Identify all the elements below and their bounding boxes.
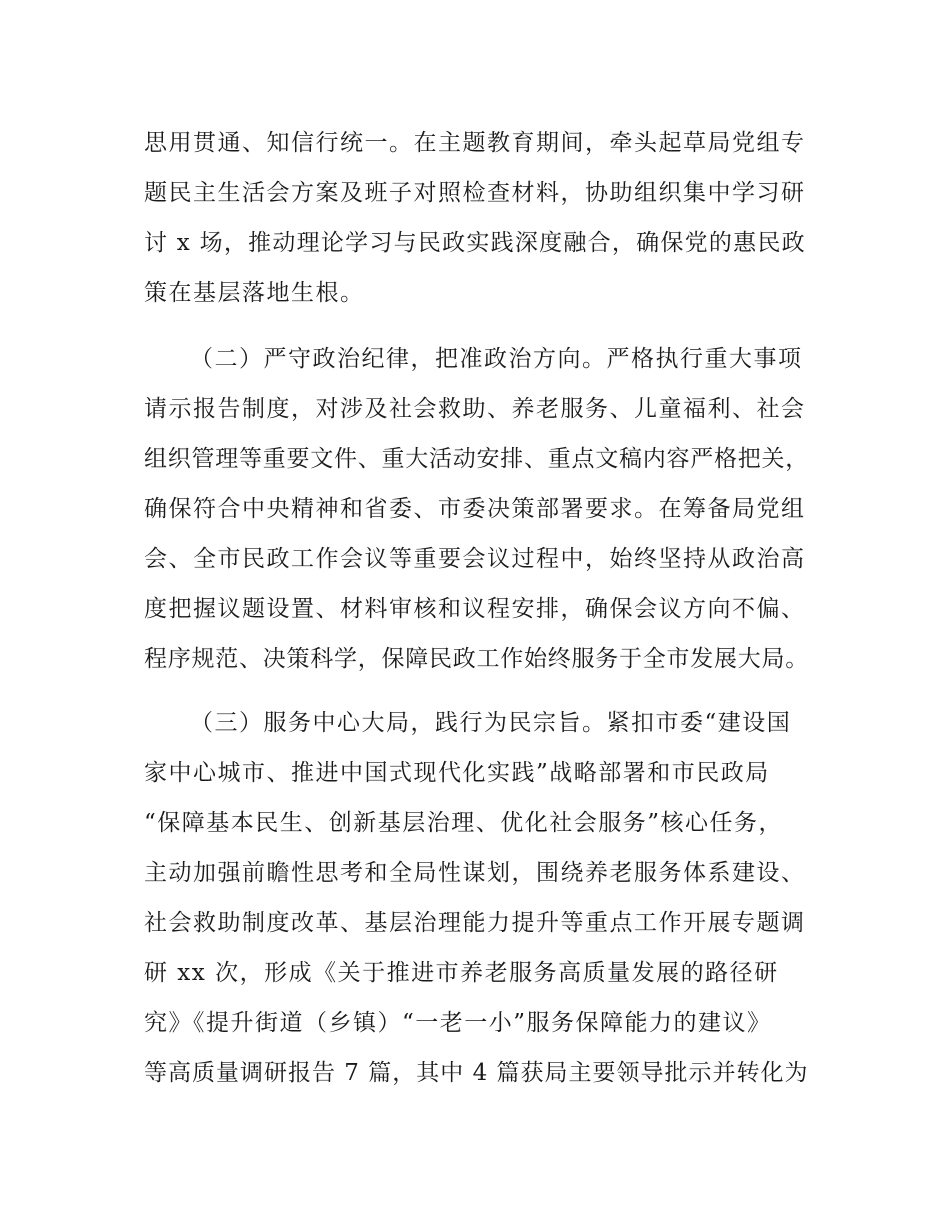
paragraph-heading-line: （三）服务中心大局，践行为民宗旨。紧扣市委“建设国 [190,710,792,736]
text-line: 题民主生活会方案及班子对照检查材料，协助组织集中学习研 [144,180,806,206]
text-line: 确保符合中央精神和省委、市委决策部署要求。在筹备局党组 [144,496,806,522]
text-line: 等高质量调研报告 7 篇，其中 4 篇获局主要领导批示并转化为 [144,1060,809,1086]
text-line: 会、全市民政工作会议等重要会议过程中，始终坚持从政治高 [144,546,806,572]
text-line: 家中心城市、推进中国式现代化实践”战略部署和市民政局 [144,760,770,786]
text-line: 思用贯通、知信行统一。在主题教育期间，牵头起草局党组专 [144,130,806,156]
text-line: 研 xx 次，形成《关于推进市养老服务高质量发展的路径研 [144,960,779,986]
text-line: 讨 x 场，推动理论学习与民政实践深度融合，确保党的惠民政 [144,230,806,256]
text-line: 究》《提升街道（乡镇）“一老一小”服务保障能力的建议》 [144,1010,772,1036]
paragraph-heading-line: （二）严守政治纪律，把准政治方向。严格执行重大事项 [190,346,803,372]
text-line: 组织管理等重要文件、重大活动安排、重点文稿内容严格把关， [144,446,809,472]
text-line: “保障基本民生、创新基层治理、优化社会服务”核心任务， [144,810,784,836]
text-line: 请示报告制度，对涉及社会救助、养老服务、儿童福利、社会 [144,396,806,422]
text-line: 策在基层落地生根。 [144,280,365,306]
text-line: 程序规范、决策科学，保障民政工作始终服务于全市发展大局。 [144,646,809,672]
text-line: 度把握议题设置、材料审核和议程安排，确保会议方向不偏、 [144,596,806,622]
text-line: 主动加强前瞻性思考和全局性谋划，围绕养老服务体系建设、 [144,860,806,886]
text-line: 社会救助制度改革、基层治理能力提升等重点工作开展专题调 [144,910,806,936]
